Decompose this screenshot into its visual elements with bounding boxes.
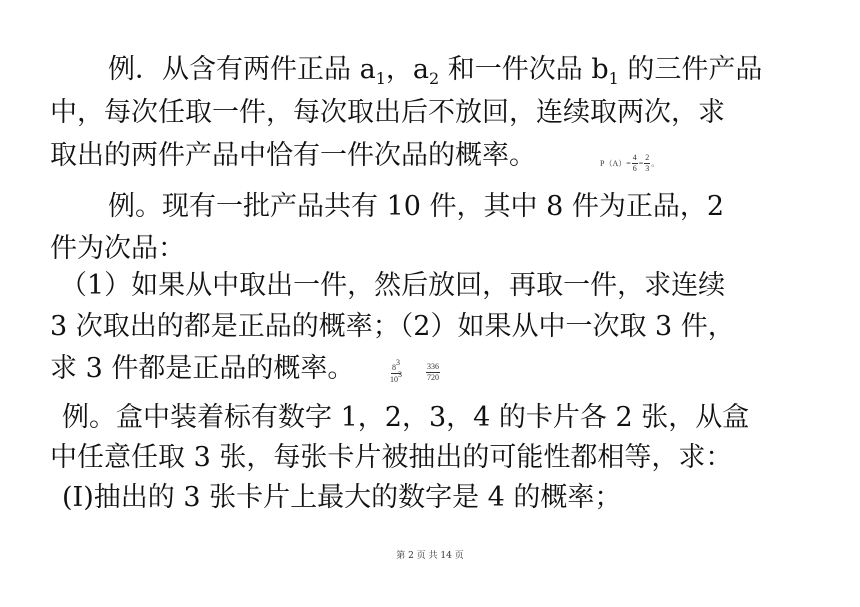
equals-sign: = — [638, 158, 644, 168]
subscript: 1 — [375, 69, 386, 88]
example2-line2: 件为次品： — [50, 233, 185, 264]
subscript: 1 — [608, 69, 619, 88]
example2-line4: 3 次取出的都是正品的概率；（2）如果从中一次取 3 件， — [50, 311, 735, 342]
text-segment: 和一件次品 b — [439, 54, 609, 85]
base: 8 — [392, 363, 396, 372]
fraction — [632, 154, 638, 173]
example1-line3: 取出的两件产品中恰有一件次品的概率。 — [50, 140, 536, 171]
fraction-numerator: 4 — [632, 152, 637, 162]
fraction-denominator — [390, 370, 402, 384]
fraction-denominator: 3 — [645, 163, 650, 173]
fraction-denominator: 6 — [632, 163, 637, 173]
probability-formula — [600, 151, 659, 175]
example2-line3: （1）如果从中取出一件，然后放回，再取一件，求连续 — [60, 270, 726, 301]
formula-lhs: P（A）= — [600, 158, 631, 168]
page-number-footer: 第 2 页 共 14 页 — [396, 551, 464, 561]
fraction-numerator: 336 — [427, 362, 439, 371]
answer-fraction-b — [426, 363, 440, 382]
fraction — [644, 154, 650, 173]
example1-line2: 中，每次任取一件，每次取出后不放回，连续取两次，求 — [50, 97, 725, 128]
example2-line1: 例。现有一批产品共有 10 件，其中 8 件为正品，2 — [108, 191, 725, 222]
formula-tail: 。 — [651, 158, 660, 168]
fraction-numerator: 2 — [645, 152, 650, 162]
example2-line5: 求 3 件都是正品的概率。 — [50, 353, 355, 384]
example3-line1: 例。盒中装着标有数字 1，2，3，4 的卡片各 2 张，从盒 — [62, 402, 750, 433]
text-segment: 例．从含有两件正品 a — [108, 54, 376, 85]
base: 10 — [390, 375, 398, 384]
exponent: 3 — [398, 370, 402, 379]
text-segment: 的三件产品 — [618, 54, 763, 85]
subscript: 2 — [428, 69, 440, 88]
fraction — [426, 363, 440, 382]
answer-fraction-a — [390, 358, 402, 384]
example1-line1 — [108, 53, 762, 87]
example3-line2: 中任意任取 3 张，每张卡片被抽出的可能性都相等，求： — [50, 442, 733, 473]
example3-line3: (Ⅰ)抽出的 3 张卡片上最大的数字是 4 的概率； — [62, 482, 622, 513]
fraction — [390, 358, 402, 384]
text-segment: ，a — [385, 54, 429, 85]
fraction-denominator: 720 — [427, 373, 439, 382]
exponent: 3 — [396, 358, 400, 367]
